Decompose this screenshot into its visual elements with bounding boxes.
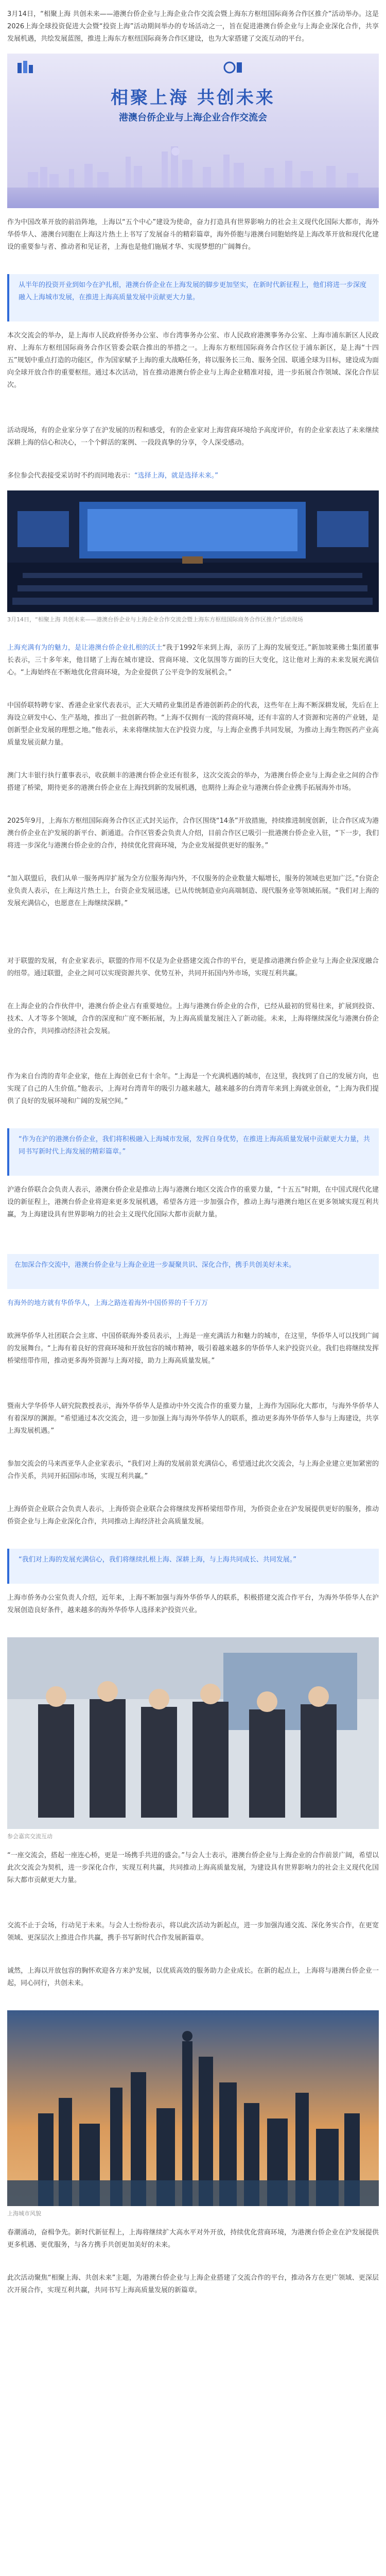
paragraph-15: 暨南大学华侨华人研究院教授表示，海外华侨华人是推动中外交流合作的重要力量，上海作为国际化大都市，与海外华侨华人有着深厚的渊源。“希望通过本次交流会，进一步加强上海与海外华侨华人的联系，推动更多海外华侨华人参与上海建设，共享上海发展机遇。” bbox=[7, 1402, 379, 1435]
paragraph-5: “我于1992年来到上海，亲历了上海的发展变迁。”新加坡莱佛士集团董事长表示，三十多年来，他目睹了上海在城市建设、营商环境、文化氛围等方面的巨大变化，这让他对上海的未来发展充满信心。“上海始终在不断地优化营商环境，为企业提供了公平竞争的发展机会。” bbox=[7, 644, 379, 676]
section-2-heading-text: 上海充满有为的魅力，是让港澳台侨企业扎根的沃土 bbox=[7, 644, 163, 652]
highlight-block-1 bbox=[7, 1254, 379, 1289]
paragraph-1: 作为中国改革开放的前沿阵地，上海以“五个中心”建设为使命，奋力打造具有世界影响力的社会主义现代化国际大都市，海外华侨华人、港澳台同胞在上海这片热土上书写了发展奋斗的精彩篇章，海外侨胞与港澳台同胞始终是上海改革开放和现代化建设的重要参与者、推动者和见证者，上海也是他们施展才华、实现梦想的广阔舞台。 bbox=[7, 218, 379, 251]
paragraph-17: 上海侨资企业联合会负责人表示，上海侨资企业联合会将继续发挥桥梁纽带作用，为侨资企业在沪发展提供更好的服务，推动侨资企业与上海企业深化合作，共同推动上海经济社会高质量发展。 bbox=[7, 1505, 379, 1526]
section-2-heading bbox=[0, 642, 386, 691]
quote-1-text: 从半年的投资开业到如今在沪扎根，港澳台侨企业在上海发展的脚步更加坚实，在新时代新征程上，他们将进一步深度融入上海城市发展，在推进上海高质量发展中贡献更大力量。 bbox=[19, 281, 367, 301]
paragraph-13: 沪港台侨联合会负责人表示，港澳台侨企业是推动上海与港澳台地区交流合作的重要力量，“十五五”时期，在中国式现代化建设的新征程上，港澳台侨企业将迎来更多发展机遇，希望各方进一步加强合作，推动上海与港澳台地区在更多领域实现互利共赢，为上海建设具有世界影响力的社会主义现代化国际大都市贡献力量。 bbox=[7, 1186, 379, 1218]
photo-3-caption: 上海城市风貌 bbox=[7, 2210, 41, 2217]
paragraph-18: 上海市侨务办公室负责人介绍，近年来，上海不断加强与海外华侨华人的联系，积极搭建交流合作平台，为海外华侨华人在沪发展创造良好条件，越来越多的海外华侨华人选择来沪投资兴业。 bbox=[7, 1594, 379, 1614]
intro-paragraph: 3月14日，“相聚上海 共创未来——港澳台侨企业与上海企业合作交流会暨上海东方枢纽国际商务合作区推介”活动举办。这是2026上海全球投资促进大会暨“投资上海”活动期间举办的专场活动之一，旨在促进港澳台侨企业与上海企业深化合作，共享发展机遇，共绘发展蓝图，推进上海东方枢纽国际商务合作区建设，也为大家搭建了交流互动的平台。 bbox=[7, 10, 379, 43]
paragraph-16: 参加交流会的马来西亚华人企业家表示，“我们对上海的发展前景充满信心，希望通过此次交流会，与上海企业建立更加紧密的合作关系，共同开拓国际市场，实现互利共赢。” bbox=[7, 1460, 379, 1480]
paragraph-20: 交流不止于会场，行动见于未来。与会人士纷纷表示，将以此次活动为新起点，进一步加强沟通交流、深化务实合作，在更宽领域、更深层次上推进合作共赢，携手书写新时代合作发展新篇章。 bbox=[7, 1922, 379, 1942]
paragraph-19: “一座交流会，搭起一座连心桥，更是一场携手共进的盛会。”与会人士表示，港澳台侨企业与上海企业的合作前景广阔，希望以此次交流会为契机，进一步深化合作，实现互利共赢，共同推动上海高质量发展，为建设具有世界影响力的社会主义现代化国际大都市贡献更大力量。 bbox=[7, 1852, 379, 1884]
highlight-1-text: 在加深合作交流中，港澳台侨企业与上海企业进一步凝聚共识、深化合作，携手共创美好未来。 bbox=[14, 1261, 296, 1269]
paragraph-7: 澳门大丰银行执行董事表示，收获颇丰的港澳台侨企业还有很多，这次交流会的举办，为港澳台侨企业与上海企业之间的合作搭建了桥梁，期待更多的港澳台侨企业在上海找到新的发展机遇，也期待上海企业与港澳台侨企业携手拓展海外市场。 bbox=[7, 772, 379, 792]
photo-1-caption: 3月14日，“相聚上海 共创未来——港澳台侨企业与上海企业合作交流会暨上海东方枢纽国际商务合作区推介”活动现场 bbox=[7, 616, 303, 623]
city-photo bbox=[7, 2010, 379, 2206]
event-logo-icon bbox=[16, 60, 34, 75]
skyline-graphic bbox=[7, 2010, 379, 2206]
paragraph-22: 春潮涌动，奋楫争先。新时代新征程上，上海将继续扩大高水平对外开放，持续优化营商环境，为港澳台侨企业在沪发展提供更多机遇、更优服务，与各方携手共创更加美好的未来。 bbox=[7, 2229, 379, 2249]
paragraph-3: 活动现场，有的企业家分享了在沪发展的历程和感受，有的企业家对上海营商环境给予高度评价，有的企业家表达了未来继续深耕上海的信心和决心，一个个鲜活的案例、一段段真挚的分享，令人深受感动。 bbox=[7, 427, 379, 447]
paragraph-4 bbox=[0, 470, 386, 482]
section-3-heading-text: 有海外的地方就有华侨华人，上海之路连着海外中国侨界的千千万万 bbox=[7, 1299, 208, 1307]
event-banner-image bbox=[7, 54, 379, 208]
paragraph-4-text: 多位参会代表接受采访时不约而同地表示： bbox=[7, 472, 135, 480]
paragraph-2: 本次交流会的举办，是上海市人民政府侨务办公室、市台湾事务办公室、市人民政府港澳事务办公室、上海市浦东新区人民政府、上海东方枢纽国际商务合作区管委会联合推出的举措之一。上海东方枢纽国际商务合作区位于浦东新区，是上海“十四五”规划中重点打造的功能区，作为国家赋予上海的重大战略任务，将以服务长三角、服务全国、联通全球为目标，建设成为面向全球开放合作的重要枢纽。通过本次活动，旨在推动港澳台侨企业与上海企业精准对接，进一步拓展合作领域、深化合作层次。 bbox=[7, 332, 379, 389]
paragraph-12: 作为来自台湾的青年企业家，他在上海创业已有十余年。“上海是一个充满机遇的城市，在这里，我找到了自己的发展方向，也实现了自己的人生价值。”他表示，上海对台湾青年的吸引力越来越大，越来越多的台湾青年来到上海就业创业，“上海为我们提供了良好的发展环境和广阔的发展空间。” bbox=[7, 1073, 379, 1105]
guests-photo bbox=[7, 1637, 379, 1829]
conference-stage-graphic bbox=[7, 490, 379, 612]
section-3-heading bbox=[0, 1297, 386, 1322]
conference-photo bbox=[7, 490, 379, 612]
paragraph-10: 对于联盟的发展，有企业家表示，联盟的作用不仅是为企业搭建交流合作的平台，更是推动港澳台侨企业与上海企业深度融合的纽带。通过联盟，企业之间可以实现资源共享、优势互补，共同开拓国内外市场，实现互利共赢。 bbox=[7, 957, 379, 977]
photo-2-caption: 参会嘉宾交流互动 bbox=[7, 1833, 52, 1840]
quote-block-3 bbox=[7, 1549, 379, 1584]
paragraph-9: “加入联盟后，我们从单一服务两岸扩展为全方位服务海内外，不仅服务的企业数量大幅增长，服务的领域也更加广泛。”台资企业负责人表示，在上海这片热土上，台资企业发展迅速，已从传统制造业向高端制造、现代服务业等领域拓展。“我们对上海的发展充满信心，也愿意在上海继续深耕。” bbox=[7, 875, 379, 907]
paragraph-21: 诚然，上海以开放包容的胸怀欢迎各方来沪发展，以优质高效的服务助力企业成长。在新的起点上，上海将与港澳台侨企业一起，同心同行，共创未来。 bbox=[7, 1967, 379, 1987]
paragraph-8: 2025年9月，上海东方枢纽国际商务合作区正式封关运作，合作区围绕“14条”开放措施，持续推进制度创新，让合作区成为港澳台侨企业在沪发展的新平台、新通道。合作区管委会负责人介绍，目前合作区已吸引一批港澳台侨企业入驻，“下一步，我们将进一步深化与港澳台侨企业的合作，持续优化营商环境，为企业发展提供更好的服务。” bbox=[7, 817, 379, 850]
quote-2-text: “作为在沪的港澳台侨企业，我们将积极融入上海城市发展，发挥自身优势，在推进上海高质量发展中贡献更大力量，共同书写新时代上海发展的精彩篇章。” bbox=[19, 1136, 370, 1156]
paragraph-4-highlight: “选择上海，就是选择未来。” bbox=[134, 472, 218, 480]
paragraph-23: 此次活动聚焦“相聚上海、共创未来”主题，为港澳台侨企业与上海企业搭建了交流合作的平台，推动各方在更广领域、更深层次开展合作，实现互利共赢，共同书写上海高质量发展的新篇章。 bbox=[7, 2274, 379, 2294]
banner-title: 相聚上海 共创未来 bbox=[111, 88, 275, 108]
paragraph-14: 欧洲华侨华人社团联合会主席、中国侨联海外委员表示，上海是一座充满活力和魅力的城市，在这里，华侨华人可以找到广阔的发展舞台。“上海有着良好的营商环境和开放包容的城市精神，吸引着越来越多的华侨华人来沪投资兴业。我们也将继续发挥桥梁纽带作用，推动更多海外资源与上海对接，助力上海高质量发展。” bbox=[7, 1332, 379, 1365]
quote-block-2 bbox=[7, 1128, 379, 1176]
banner-subtitle: 港澳台侨企业与上海企业合作交流会 bbox=[119, 112, 267, 123]
partner-logo-icon bbox=[223, 60, 244, 75]
paragraph-11: 在上海企业的合作伙伴中，港澳台侨企业占有重要地位。上海与港澳台侨企业的合作，已经从最初的贸易往来，扩展到投资、技术、人才等多个领域，合作的深度和广度不断拓展，为上海高质量发展注入了新动能。未来，上海将继续深化与港澳台侨企业的合作，共同推动经济社会发展。 bbox=[7, 1003, 379, 1035]
quote-3-text: “我们对上海的发展充满信心，我们将继续扎根上海、深耕上海，与上海共同成长、共同发展。” bbox=[19, 1556, 296, 1564]
city-skyline-graphic bbox=[7, 136, 379, 208]
guests-scene-graphic bbox=[7, 1637, 379, 1829]
quote-block-1 bbox=[7, 274, 379, 321]
paragraph-6: 中国侨联特聘专家、香港企业家代表表示，正大天晴药业集团是香港创新药企的代表，这些年在上海不断深耕发展，先后在上海设立研发中心、生产基地，推出了一批创新药物。“上海不仅拥有一流的营商环境，还有丰富的人才资源和完善的产业链，是创新型企业发展的理想之地。”他表示，未来将继续加大在沪投资力度，与上海企业携手共同发展，为推动上海生物医药产业高质量发展贡献力量。 bbox=[7, 702, 379, 747]
